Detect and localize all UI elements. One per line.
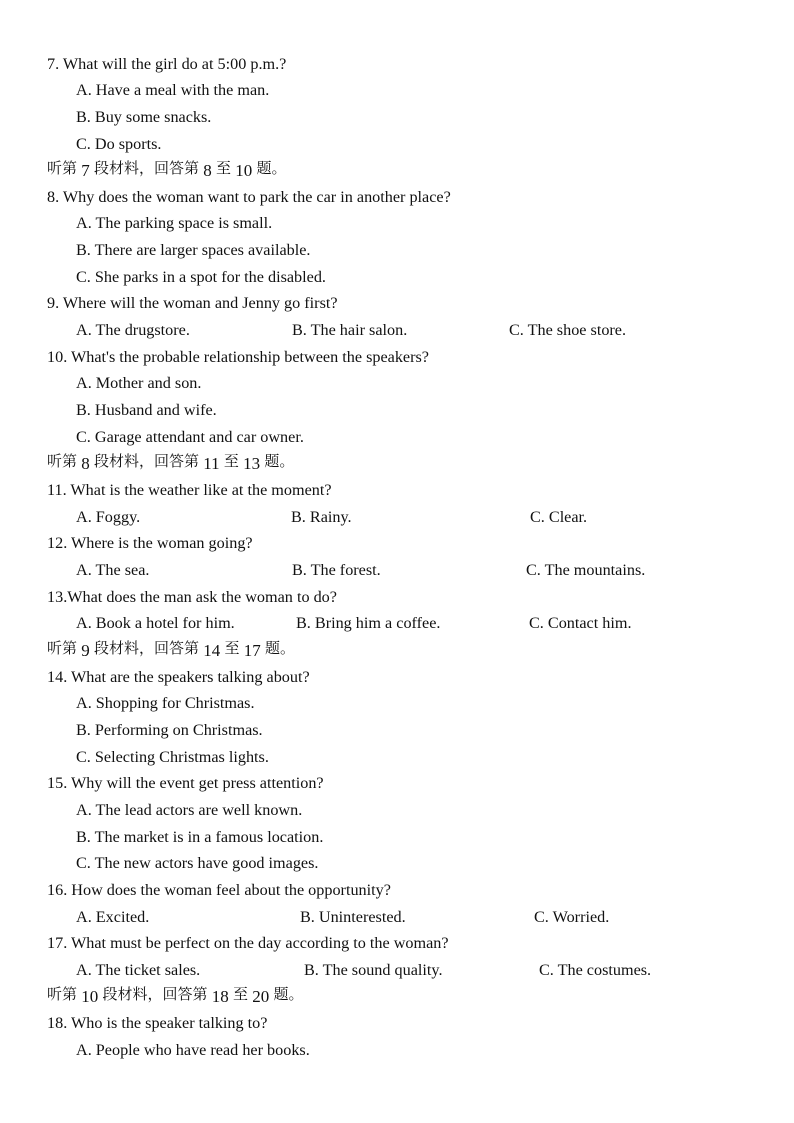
answer-option: A. The drugstore. [76,321,190,339]
answer-option: C. The new actors have good images. [76,854,319,872]
section-instruction [47,158,287,178]
question-text: 7. What will the girl do at 5:00 p.m.? [47,55,287,73]
answer-option: C. Do sports. [76,135,162,153]
answer-option: A. Mother and son. [76,374,202,392]
answer-option: C. The costumes. [539,961,652,979]
section-text: 听第 [47,452,78,470]
answer-option: C. Garage attendant and car owner. [76,428,304,446]
question-text: 12. Where is the woman going? [47,534,253,552]
section-number: 11 [199,454,224,473]
answer-option: B. Husband and wife. [76,401,217,419]
section-number: 9 [77,641,95,660]
section-instruction [47,638,295,658]
section-text: 题。 [256,159,287,177]
question-text: 15. Why will the event get press attention? [47,774,324,792]
answer-option: C. Contact him. [529,614,632,632]
answer-option: C. She parks in a spot for the disabled. [76,268,326,286]
answer-option: C. The shoe store. [509,321,627,339]
answer-option: B. The hair salon. [292,321,408,339]
question-text: 16. How does the woman feel about the opportunity? [47,881,391,899]
answer-option: A. The ticket sales. [76,961,201,979]
answer-option: B. Rainy. [291,508,352,526]
answer-option: B. The forest. [292,561,381,579]
answer-option: B. There are larger spaces available. [76,241,311,259]
answer-option: B. The sound quality. [304,961,443,979]
section-number: 18 [207,987,234,1006]
answer-option: A. Foggy. [76,508,141,526]
answer-option: A. The sea. [76,561,150,579]
section-number: 17 [239,641,266,660]
answer-option: C. Selecting Christmas lights. [76,748,269,766]
answer-option: C. Clear. [530,508,588,526]
question-text: 18. Who is the speaker talking to? [47,1014,268,1032]
section-instruction [47,984,304,1004]
answer-option: B. Bring him a coffee. [296,614,441,632]
section-number: 8 [77,454,95,473]
answer-option: A. The lead actors are well known. [76,801,303,819]
section-number: 7 [77,161,95,180]
section-text: 听第 [47,985,78,1003]
answer-option: B. The market is in a famous location. [76,828,324,846]
answer-option: B. Uninterested. [300,908,406,926]
section-text: 题。 [273,985,304,1003]
section-number: 20 [248,987,274,1006]
answer-option: C. The mountains. [526,561,646,579]
section-text: 至 [233,985,249,1003]
answer-option: B. Performing on Christmas. [76,721,263,739]
section-text: 听第 [47,639,78,657]
question-text: 9. Where will the woman and Jenny go first? [47,294,338,312]
answer-option: B. Buy some snacks. [76,108,212,126]
answer-option: A. Have a meal with the man. [76,81,270,99]
question-text: 14. What are the speakers talking about? [47,668,310,686]
answer-option: A. Book a hotel for him. [76,614,235,632]
section-text: 至 [216,159,232,177]
section-number: 10 [77,987,103,1006]
question-text: 17. What must be perfect on the day according to the woman? [47,934,449,952]
section-text: 听第 [47,159,78,177]
section-text: 段材料，回答第 [94,639,200,657]
section-text: 题。 [265,639,296,657]
section-text: 段材料，回答第 [94,159,200,177]
section-number: 13 [238,454,265,473]
section-text: 至 [224,639,240,657]
question-text: 8. Why does the woman want to park the car in another place? [47,188,451,206]
answer-option: C. Worried. [534,908,610,926]
section-text: 段材料，回答第 [94,452,200,470]
section-text: 题。 [264,452,295,470]
section-text: 至 [223,452,239,470]
answer-option: A. Excited. [76,908,150,926]
answer-option: A. The parking space is small. [76,214,273,232]
section-number: 14 [199,641,225,660]
section-number: 10 [231,161,257,180]
answer-option: A. Shopping for Christmas. [76,694,255,712]
section-text: 段材料，回答第 [102,985,208,1003]
question-text: 10. What's the probable relationship between the speakers? [47,348,429,366]
answer-option: A. People who have read her books. [76,1041,310,1059]
question-text: 13.What does the man ask the woman to do? [47,588,337,606]
question-text: 11. What is the weather like at the moment? [47,481,332,499]
section-number: 8 [199,161,217,180]
section-instruction [47,451,294,471]
